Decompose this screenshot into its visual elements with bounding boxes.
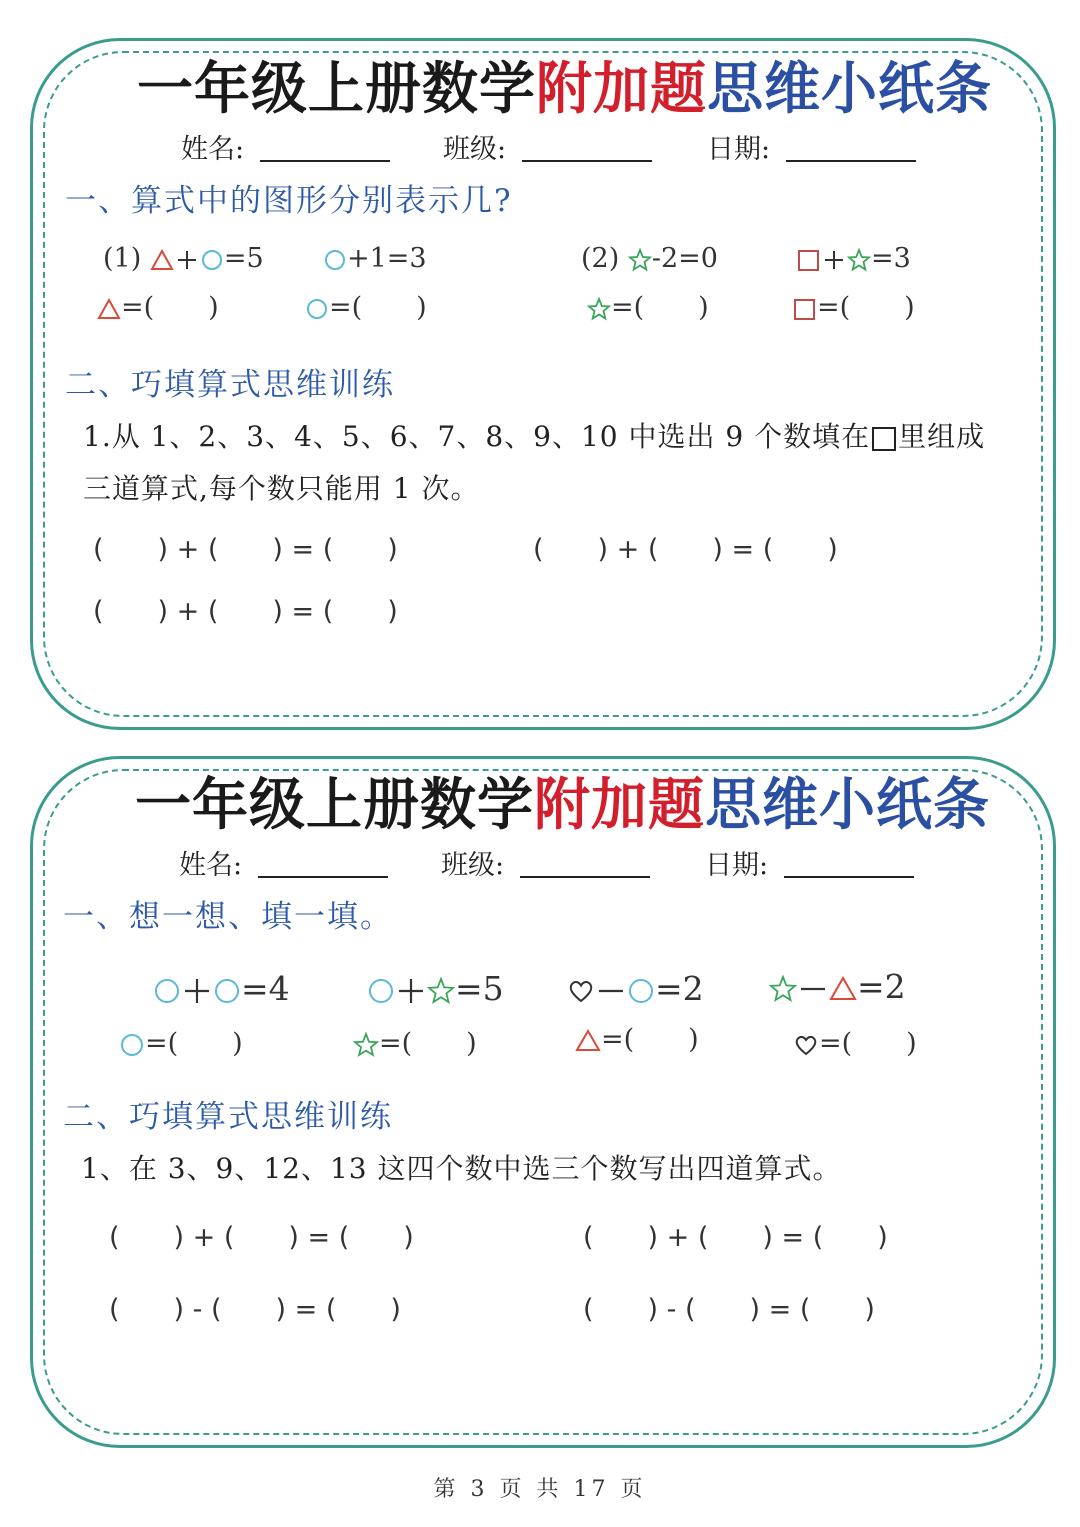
q1-equation-1: [103, 243, 264, 274]
eq1-result: =4: [241, 969, 290, 1008]
circle-icon: [213, 977, 241, 1005]
title-part-grade: 一年级上册数学: [135, 772, 534, 838]
plus-icon: [181, 977, 213, 1005]
class-field[interactable]: [443, 127, 652, 166]
class-label: 班级:: [441, 850, 505, 881]
square-icon: [797, 249, 821, 271]
date-label: 日期:: [705, 850, 769, 881]
date-field[interactable]: [707, 127, 916, 166]
circle-icon: [627, 977, 655, 1005]
q1-answer-triangle[interactable]: [97, 285, 219, 324]
worksheet-card-2: [30, 756, 1056, 1448]
q1-label: (1): [103, 243, 142, 274]
date-blank[interactable]: [786, 159, 916, 162]
worksheet-card-1: [30, 38, 1056, 730]
fill-equation-2[interactable]: ( ) + ( ) = ( ): [533, 534, 838, 565]
heart-icon: [567, 977, 595, 1005]
fill-add-2[interactable]: ( ) + ( ) = ( ): [583, 1222, 888, 1253]
triangle-icon: [97, 298, 121, 320]
section-2-title: 二、巧填算式思维训练: [65, 367, 395, 403]
class-blank[interactable]: [520, 875, 650, 878]
q2-eq2-result: =3: [871, 243, 911, 274]
answer-blank[interactable]: =( ): [145, 1028, 243, 1059]
section-1-title: 一、算式中的图形分别表示几?: [65, 183, 513, 219]
q2-equation-2: [797, 243, 911, 274]
date-blank[interactable]: [784, 875, 914, 878]
name-label: 姓名:: [179, 850, 243, 881]
fill-equation-3[interactable]: ( ) + ( ) = ( ): [93, 596, 398, 627]
class-label: 班级:: [443, 134, 507, 165]
section-2-title: 二、巧填算式思维训练: [63, 1099, 393, 1135]
plus-icon: [395, 977, 427, 1005]
title-part-grade: 一年级上册数学: [137, 56, 536, 122]
eq3-result: =2: [655, 969, 704, 1008]
circle-icon: [305, 298, 329, 320]
star-icon: [769, 975, 797, 1003]
answer-blank[interactable]: =( ): [817, 292, 915, 323]
problem-line-1: 1、在 3、9、12、13 这四个数中选三个数写出四道算式。: [81, 1152, 842, 1185]
title-part-note: 思维小纸条: [707, 56, 992, 122]
page-footer: 第 3 页 共 17 页: [433, 1477, 647, 1502]
heart-icon: [793, 1032, 819, 1058]
equation-1: [153, 969, 290, 1008]
problem-text: 1.从 1、2、3、4、5、6、7、8、9、10 中选出 9 个数填在: [83, 420, 871, 453]
name-label: 姓名:: [181, 134, 245, 165]
title-part-extra: 附加题: [536, 56, 707, 122]
equation-2: [367, 969, 504, 1008]
star-icon: [353, 1032, 379, 1058]
equation-3: [567, 969, 704, 1008]
square-icon: [793, 298, 817, 320]
fill-equation-1[interactable]: ( ) + ( ) = ( ): [93, 534, 398, 565]
circle-icon: [153, 977, 181, 1005]
answer-blank[interactable]: =( ): [121, 292, 219, 323]
star-icon: [587, 298, 611, 320]
class-blank[interactable]: [522, 159, 652, 162]
q2-answer-star[interactable]: [587, 285, 709, 324]
star-icon: [628, 249, 652, 271]
minus-icon: [595, 977, 627, 1005]
date-label: 日期:: [707, 134, 771, 165]
circle-icon: [323, 249, 347, 271]
answer-blank[interactable]: =( ): [329, 292, 427, 323]
plus-icon: [821, 249, 847, 271]
answer-blank[interactable]: =( ): [379, 1028, 477, 1059]
answer-star[interactable]: [353, 1021, 477, 1060]
q1-equation-2: [323, 243, 427, 274]
q2-equation-1: [581, 243, 718, 274]
q2-label: (2): [581, 243, 620, 274]
name-blank[interactable]: [260, 159, 390, 162]
answer-blank[interactable]: =( ): [601, 1024, 699, 1055]
square-icon: [870, 425, 898, 453]
answer-triangle[interactable]: [575, 1017, 699, 1056]
triangle-icon: [150, 249, 174, 271]
fill-add-1[interactable]: ( ) + ( ) = ( ): [109, 1222, 414, 1253]
star-icon: [847, 249, 871, 271]
q1-answer-circle[interactable]: [305, 285, 427, 324]
title-part-extra: 附加题: [534, 772, 705, 838]
fill-sub-2[interactable]: ( ) - ( ) = ( ): [583, 1294, 875, 1325]
star-icon: [427, 977, 455, 1005]
answer-blank[interactable]: =( ): [611, 292, 709, 323]
eq4-result: =2: [857, 967, 906, 1006]
eq2-result: =5: [455, 969, 504, 1008]
answer-circle[interactable]: [119, 1021, 243, 1060]
date-field[interactable]: [705, 843, 914, 882]
name-field[interactable]: [179, 843, 388, 882]
triangle-icon: [575, 1028, 601, 1054]
name-field[interactable]: [181, 127, 390, 166]
title-part-note: 思维小纸条: [705, 772, 990, 838]
worksheet-title: [135, 772, 990, 838]
problem-text-tail: 里组成: [898, 420, 986, 453]
q2-eq1-result: -2=0: [651, 243, 718, 274]
q1-eq1-result: =5: [223, 243, 264, 274]
minus-icon: [797, 975, 829, 1003]
circle-icon: [367, 977, 395, 1005]
answer-blank[interactable]: =( ): [819, 1028, 917, 1059]
q2-answer-square[interactable]: [793, 285, 915, 324]
problem-line-2: 三道算式,每个数只能用 1 次。: [83, 472, 480, 505]
class-field[interactable]: [441, 843, 650, 882]
equation-4: [769, 967, 906, 1006]
plus-icon: [174, 249, 200, 271]
fill-sub-1[interactable]: ( ) - ( ) = ( ): [109, 1294, 401, 1325]
worksheet-title: [137, 56, 992, 122]
triangle-icon: [829, 975, 857, 1003]
q1-eq2-result: +1=3: [347, 243, 427, 274]
answer-heart[interactable]: [793, 1021, 917, 1060]
circle-icon: [119, 1032, 145, 1058]
problem-line-1: [83, 415, 985, 455]
circle-icon: [200, 249, 224, 271]
name-blank[interactable]: [258, 875, 388, 878]
section-1-title: 一、想一想、填一填。: [63, 899, 393, 935]
